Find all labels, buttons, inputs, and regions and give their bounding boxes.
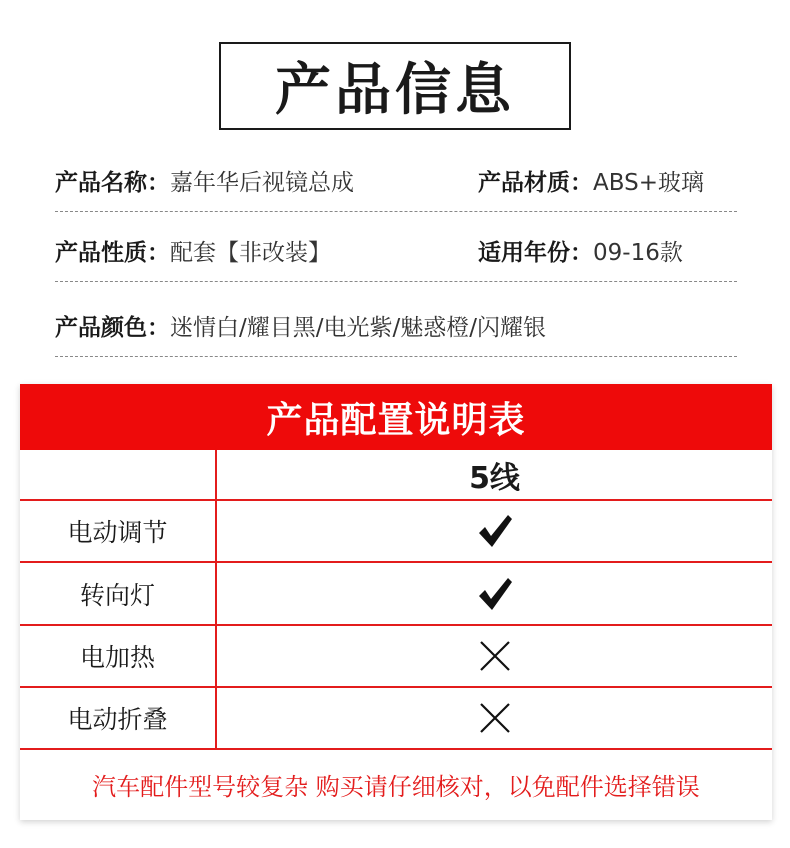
years-field (478, 220, 683, 281)
config-table (20, 384, 772, 820)
check-icon (475, 511, 515, 551)
cross-icon (478, 701, 512, 735)
info-row-color (55, 295, 737, 357)
column-header-cell (217, 450, 772, 499)
feature-label: 电加热 (79, 643, 155, 672)
check-icon (475, 574, 515, 614)
column-header: 5线 (469, 460, 520, 496)
color-value: 迷情白/耀目黑/电光紫/魅惑橙/闪耀银 (170, 315, 546, 341)
page-title: 产品信息 (275, 58, 515, 123)
table-row-value (217, 688, 772, 748)
cross-icon (478, 639, 512, 673)
footer-note-text: 汽车配件型号较复杂 购买请仔细核对，以免配件选择错误 (92, 772, 700, 801)
feature-label: 转向灯 (79, 580, 155, 610)
table-row-value (217, 563, 772, 624)
years-label: 适用年份： (478, 240, 593, 266)
name-value: 嘉年华后视镜总成 (170, 170, 354, 196)
material-label: 产品材质： (478, 170, 593, 196)
table-row-label (20, 626, 215, 686)
material-field (478, 150, 704, 211)
footer-note (20, 754, 772, 814)
title-box (219, 42, 571, 130)
info-row-name-material (55, 150, 737, 212)
table-row-label (20, 563, 215, 624)
feature-label: 电动折叠 (67, 705, 168, 734)
table-row-value (217, 626, 772, 686)
config-table-title: 产品配置说明表 (266, 399, 526, 441)
table-row-label (20, 688, 215, 748)
info-row-nature-years (55, 220, 737, 282)
nature-label: 产品性质： (55, 240, 170, 266)
nature-value: 配套【非改装】 (170, 240, 331, 266)
config-table-header (20, 384, 772, 450)
feature-label: 电动调节 (67, 518, 168, 547)
material-value: ABS+玻璃 (593, 170, 704, 196)
table-row-label (20, 501, 215, 561)
table-row-value (217, 501, 772, 561)
table-divider (20, 748, 772, 750)
color-label: 产品颜色： (55, 315, 170, 341)
years-value: 09-16款 (593, 240, 683, 266)
name-label: 产品名称： (55, 170, 170, 196)
